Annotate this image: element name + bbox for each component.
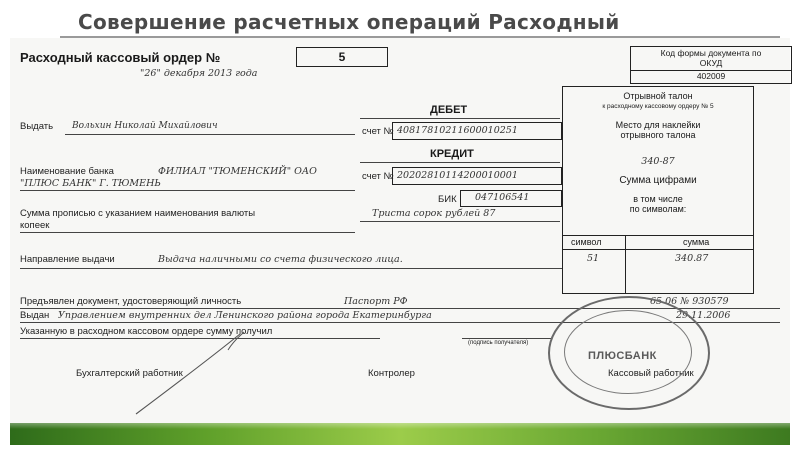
okud-box	[630, 46, 792, 84]
credit-rule	[360, 162, 560, 163]
bank-label: Наименование банка	[20, 166, 114, 177]
stub-row-rule	[563, 249, 753, 250]
stub-incl-label-1: в том числе	[633, 194, 683, 204]
bik-value: 047106541	[475, 192, 530, 203]
credit-account-box	[392, 167, 562, 185]
okud-code: 402009	[631, 70, 791, 81]
stamp-text: ПЛЮСБАНК	[588, 350, 657, 362]
issue-rule	[65, 134, 355, 135]
order-number-box	[296, 47, 388, 67]
sum-words-value: Триста сорок рублей 87	[372, 208, 496, 219]
id-doc-value: Паспорт РФ	[344, 296, 408, 307]
debit-rule	[360, 118, 560, 119]
id-doc-number: 65 06 № 930579	[650, 296, 729, 307]
sum-words-label-1: Сумма прописью с указанием наименования валюты	[20, 208, 256, 219]
stub-table-rule	[563, 235, 753, 236]
bank-rule	[20, 190, 355, 191]
order-number: 5	[338, 50, 346, 64]
sum-words-label-2: копеек	[20, 220, 50, 231]
debit-account: 40817810211600010251	[397, 125, 518, 136]
okud-label: Код формы документа по ОКУД	[660, 48, 762, 68]
slide-title: Совершение расчетных операций Расходный	[78, 10, 620, 34]
stub-amount-label: Сумма цифрами	[619, 175, 697, 186]
bik-box	[460, 190, 562, 207]
stub-col-divider	[625, 235, 626, 293]
id-doc-label: Предъявлен документ, удостоверяющий личность	[20, 296, 242, 307]
issued-date: 29.11.2006	[676, 310, 731, 321]
sum-words-rule	[360, 221, 560, 222]
stub-sum-value: 340.87	[675, 253, 709, 264]
accountant-label: Бухгалтерский работник	[76, 368, 183, 379]
bik-label: БИК	[438, 194, 457, 205]
signature-rule	[462, 338, 552, 339]
stub-incl-label-2: по символам:	[629, 204, 687, 214]
issue-value: Вольхин Николай Михайлович	[72, 121, 218, 131]
stub-title: Отрывной талон	[623, 91, 693, 101]
cash-order-document	[10, 38, 790, 423]
order-date: "26" декабря 2013 года	[140, 68, 258, 79]
direction-label: Направление выдачи	[20, 254, 115, 265]
direction-value: Выдача наличными со счета физического лица.	[158, 254, 403, 265]
controller-label: Контролер	[368, 368, 415, 379]
issued-label: Выдан	[20, 310, 50, 321]
grass-footer-image	[10, 423, 790, 445]
bank-value-1: ФИЛИАЛ "ТЮМЕНСКИЙ" ОАО	[158, 166, 317, 177]
stub-place-label-1: Место для наклейки	[615, 120, 701, 130]
stub-col-symbol: символ	[571, 237, 602, 247]
stub-subtitle: к расходному кассовому ордеру № 5	[602, 103, 714, 110]
bank-value-2: "ПЛЮС БАНК" Г. ТЮМЕНЬ	[20, 178, 161, 189]
issued-value: Управлением внутренних дел Ленинского района города Екатеринбурга	[58, 310, 432, 321]
issue-label: Выдать	[20, 121, 54, 132]
stub-symbol-value: 51	[587, 253, 600, 264]
order-heading: Расходный кассовый ордер №	[20, 50, 221, 65]
direction-rule	[20, 268, 562, 269]
debit-label: ДЕБЕТ	[430, 104, 468, 116]
sum-words-rule-2	[20, 232, 355, 233]
debit-account-label: счет №	[362, 126, 394, 137]
received-label: Указанную в расходном кассовом ордере сумму получил	[20, 326, 273, 337]
stub-panel	[562, 86, 754, 294]
stub-col-sum: сумма	[683, 237, 710, 247]
signature-caption: (подпись получателя)	[468, 340, 529, 346]
credit-account: 20202810114200010001	[397, 170, 518, 181]
credit-label: КРЕДИТ	[430, 148, 474, 160]
cashier-label: Кассовый работник	[608, 368, 694, 379]
debit-account-box	[392, 122, 562, 140]
stub-place-label-2: отрывного талона	[620, 130, 696, 140]
stub-amount: 340-87	[641, 156, 675, 167]
credit-account-label: счет №	[362, 171, 394, 182]
